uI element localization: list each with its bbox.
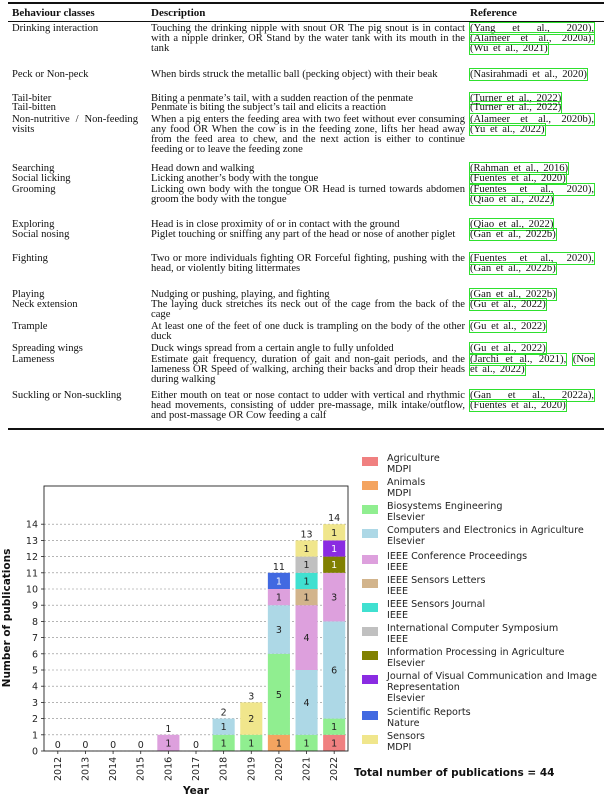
x-tick-label: 2012	[52, 756, 64, 781]
legend-item	[358, 731, 608, 757]
behaviour-reference	[470, 322, 594, 332]
legend-label	[387, 453, 440, 475]
segment-label: 1	[331, 722, 338, 734]
legend-publisher: IEEE	[387, 562, 409, 573]
legend-journal: Journal of Visual Communication and Image Representation	[387, 671, 598, 693]
legend-swatch	[362, 675, 378, 684]
legend-label	[387, 575, 485, 597]
behaviour-reference	[470, 70, 594, 80]
legend-journal: Animals	[387, 477, 426, 488]
legend-publisher: Elsevier	[387, 536, 425, 547]
table-top-rule	[8, 2, 604, 4]
behaviour-description: Licking another’s body with the tongue	[151, 173, 319, 184]
citation-link[interactable]: (Jarchi et al., 2021),	[470, 354, 567, 365]
segment-label: 6	[331, 665, 338, 677]
legend-item	[358, 623, 608, 649]
segment-label: 1	[331, 738, 338, 750]
behaviour-description: Head is in close proximity of or in contact with the ground	[151, 219, 400, 230]
segment-label: 1	[248, 738, 255, 750]
legend-swatch	[362, 529, 378, 538]
total-publications: Total number of publications = 44	[354, 767, 555, 779]
behaviour-class: Suckling or Non-suckling	[12, 390, 122, 401]
citation-link[interactable]: (Fuentes et al., 2020),	[470, 253, 594, 264]
legend-swatch	[362, 651, 378, 660]
citation-link[interactable]: (Gan et al., 2022a),	[470, 390, 594, 401]
citation-link[interactable]: (Fuentes et al., 2020)	[470, 173, 566, 184]
citation-link[interactable]: (Gan et al., 2022b)	[470, 263, 556, 274]
behaviour-class: Peck or Non-peck	[12, 69, 89, 80]
behaviour-description: Head down and walking	[151, 163, 255, 174]
behaviour-class: Drinking interaction	[12, 23, 99, 34]
x-tick-label: 2017	[191, 756, 202, 781]
total-label: 0	[82, 740, 89, 751]
total-label: 0	[54, 740, 61, 751]
segment-label: 1	[303, 560, 310, 572]
total-label: 3	[248, 691, 255, 703]
behaviour-description: Piglet touching or sniffing any part of the head or nose of another piglet	[151, 229, 456, 240]
publications-chart	[0, 450, 352, 800]
legend-journal: IEEE Conference Proceedings	[387, 551, 528, 562]
legend-swatch	[362, 711, 378, 720]
behaviour-class: Playing	[12, 289, 45, 300]
legend-journal: Sensors	[387, 731, 425, 742]
legend-label	[387, 501, 502, 523]
total-label: 1	[165, 723, 172, 735]
legend-swatch	[362, 505, 378, 514]
segment-label: 3	[331, 592, 338, 604]
segment-label: 1	[275, 576, 282, 588]
legend-item	[358, 647, 608, 673]
behaviour-reference	[470, 103, 594, 113]
segment-label: 1	[303, 592, 310, 604]
x-tick-label: 2019	[246, 756, 258, 781]
segment-label: 5	[275, 689, 282, 701]
legend-publisher: IEEE	[387, 610, 409, 621]
legend-publisher: IEEE	[387, 634, 409, 645]
behaviour-class: Trample	[12, 321, 48, 332]
legend-publisher: MDPI	[387, 488, 412, 499]
segment-label: 1	[220, 738, 227, 750]
x-tick-label: 2014	[108, 756, 120, 781]
segment-label: 4	[303, 697, 310, 709]
x-tick-label: 2018	[218, 756, 230, 781]
behaviour-reference	[470, 391, 594, 411]
legend-publisher: MDPI	[387, 742, 412, 753]
segment-label: 1	[220, 722, 227, 734]
citation-link[interactable]: (Noe et al., 2022)	[470, 354, 594, 375]
legend-item	[358, 453, 608, 479]
citation-link[interactable]: (Fuentes et al., 2020)	[470, 400, 566, 411]
citation-link[interactable]: (Turner et al., 2022)	[470, 102, 562, 113]
legend-swatch	[362, 627, 378, 636]
segment-label: 1	[303, 544, 310, 555]
citation-link[interactable]: (Gan et al., 2022b)	[470, 229, 556, 240]
behaviour-reference	[470, 254, 594, 274]
behaviour-reference	[470, 24, 594, 54]
behaviour-description: Nudging or pushing, playing, and fighting	[151, 289, 330, 300]
citation-link[interactable]: (Gu et al., 2022)	[470, 321, 546, 332]
citation-link[interactable]: (Nasirahmadi et al., 2020)	[470, 69, 587, 80]
y-tick-label: 2	[31, 714, 38, 726]
legend-journal: Information Processing in Agriculture	[387, 647, 565, 658]
header-description: Description	[151, 7, 206, 19]
total-label: 14	[328, 513, 341, 525]
behaviour-reference	[470, 185, 594, 205]
legend-swatch	[362, 579, 378, 588]
table-bottom-rule	[8, 428, 604, 430]
y-axis-label: Number of publications	[1, 548, 13, 688]
y-tick-label: 11	[25, 568, 38, 580]
behaviour-class: Neck extension	[12, 299, 78, 310]
segment-label: 1	[331, 544, 338, 555]
legend-label	[387, 731, 425, 753]
citation-link[interactable]: (Yu et al., 2022)	[470, 124, 545, 135]
total-label: 13	[300, 529, 313, 541]
y-tick-label: 9	[31, 600, 38, 612]
legend-journal: Biosystems Engineering	[387, 501, 503, 512]
behaviour-description: When a pig enters the feeding area with two feet without ever consuming any food OR When the cow is in the feeding zone, lifts her head away from the feed area to chew, and the next action is either to continue feeding or to leave the feeding zone	[151, 114, 465, 155]
segment-label: 1	[275, 592, 282, 604]
y-tick-label: 1	[31, 730, 38, 742]
behaviour-reference	[470, 300, 594, 310]
behaviour-description: When birds struck the metallic ball (pecking object) with their beak	[151, 69, 438, 80]
legend-item	[358, 501, 608, 527]
y-tick-label: 12	[25, 552, 38, 564]
total-label: 2	[220, 707, 227, 719]
total-label: 11	[272, 561, 285, 573]
y-tick-label: 14	[25, 519, 38, 531]
segment-label: 1	[275, 738, 282, 750]
behaviour-description: Penmate is biting the subject’s tail and elicits a reaction	[151, 102, 387, 113]
legend-swatch	[362, 735, 378, 744]
segment-label: 1	[303, 576, 310, 588]
behaviour-description: Licking own body with the tongue OR Head is turned towards abdomen groom the body with the tongue	[151, 184, 465, 205]
behaviour-reference	[470, 230, 594, 240]
y-tick-label: 13	[25, 535, 38, 547]
x-tick-label: 2016	[163, 756, 175, 781]
x-tick-label: 2021	[301, 756, 313, 781]
behaviour-reference	[470, 115, 594, 135]
total-label: 0	[192, 740, 200, 751]
legend-label	[387, 477, 425, 499]
legend-journal: Agriculture	[387, 453, 440, 464]
segment-label: 2	[248, 714, 255, 726]
citation-link[interactable]: (Yang et al., 2020),	[470, 23, 594, 34]
legend-label	[387, 599, 485, 621]
legend-journal: IEEE Sensors Journal	[387, 599, 486, 610]
legend-label	[387, 707, 471, 729]
citation-link[interactable]: (Rahman et al., 2016)	[470, 163, 569, 174]
behaviour-description: Estimate gait frequency, duration of gait and non-gait periods, and the lameness OR Speed of walking, arching their backs and drop their heads during walking	[151, 354, 465, 385]
total-label: 0	[137, 740, 144, 751]
legend-label	[387, 671, 608, 704]
header-classes: Behaviour classes	[12, 7, 95, 19]
legend-journal: IEEE Sensors Letters	[387, 575, 486, 586]
behaviour-class: Tail-biter	[12, 93, 52, 104]
citation-link[interactable]: (Wu et al., 2021)	[470, 43, 548, 54]
segment-label: 1	[331, 560, 338, 572]
table-header-rule	[8, 21, 604, 22]
segment-label: 1	[303, 738, 310, 750]
citation-link[interactable]: (Alameer et al., 2020b),	[470, 114, 594, 125]
behaviour-description: Two or more individuals fighting OR Forceful fighting, pushing with the head, or violently biting littermates	[151, 253, 465, 274]
citation-link[interactable]: (Qiao et al., 2022)	[470, 194, 554, 205]
x-tick-label: 2015	[135, 756, 147, 781]
citation-link[interactable]: (Gu et al., 2022)	[470, 343, 546, 354]
behaviour-description: The laying duck stretches its neck out of the cage from the back of the cage	[151, 299, 465, 320]
y-tick-label: 10	[25, 584, 38, 596]
citation-link[interactable]: (Gan et al., 2022b)	[470, 289, 556, 300]
y-tick-label: 0	[31, 746, 38, 758]
x-tick-label: 2022	[329, 756, 341, 781]
legend-swatch	[362, 603, 378, 612]
legend-item	[358, 599, 608, 625]
legend-item	[358, 525, 608, 551]
behaviour-class: Searching	[12, 163, 55, 174]
header-reference: Reference	[470, 7, 517, 19]
y-tick-label: 8	[31, 616, 38, 628]
legend-item	[358, 551, 608, 577]
segment-label: 1	[331, 527, 338, 539]
behaviour-class: Lameness	[12, 354, 55, 365]
behaviour-reference	[470, 355, 594, 375]
legend-item	[358, 671, 608, 704]
citation-link[interactable]: (Fuentes et al., 2020),	[470, 184, 594, 195]
behaviour-class: Non-nutritive / Non-feeding visits	[12, 114, 138, 135]
legend-journal: Computers and Electronics in Agriculture	[387, 525, 584, 536]
legend-item	[358, 477, 608, 503]
behaviour-class: Tail-bitten	[12, 102, 56, 113]
behaviour-class: Exploring	[12, 219, 55, 230]
legend-publisher: MDPI	[387, 464, 412, 475]
legend-journal: Scientific Reports	[387, 707, 471, 718]
y-tick-label: 6	[31, 649, 38, 661]
behaviour-class: Social licking	[12, 173, 71, 184]
legend-swatch	[362, 457, 378, 466]
total-label: 0	[110, 740, 117, 751]
segment-label: 1	[165, 738, 172, 750]
legend-item	[358, 575, 608, 601]
behaviour-reference	[470, 174, 594, 184]
behaviour-class: Spreading wings	[12, 343, 83, 354]
behaviour-description: Duck wings spread from a certain angle to fully unfolded	[151, 343, 394, 354]
legend-swatch	[362, 555, 378, 564]
legend-label	[387, 551, 527, 573]
legend-publisher: IEEE	[387, 586, 409, 597]
legend-swatch	[362, 481, 378, 490]
behaviour-description: At least one of the feet of one duck is trampling on the body of the other duck	[151, 321, 465, 342]
legend-publisher: Elsevier	[387, 693, 425, 704]
legend-publisher: Elsevier	[387, 512, 425, 523]
legend-label	[387, 525, 584, 547]
citation-link[interactable]: (Qiao et al., 2022)	[470, 219, 554, 230]
behaviour-description: Touching the drinking nipple with snout OR The pig snout is in contact with a nipple drinker, OR Stand by the water tank with its mouth in the tank	[151, 23, 465, 54]
legend-journal: International Computer Symposium	[387, 623, 559, 634]
behaviour-class: Grooming	[12, 184, 56, 195]
behaviour-class: Social nosing	[12, 229, 70, 240]
y-tick-label: 7	[31, 633, 38, 645]
legend-label	[387, 623, 558, 645]
legend-publisher: Nature	[387, 718, 420, 729]
legend-publisher: Elsevier	[387, 658, 425, 669]
y-tick-label: 3	[31, 697, 38, 709]
segment-label: 4	[303, 633, 310, 645]
behaviour-description: Biting a penmate’s tail, with a sudden reaction of the penmate	[151, 93, 414, 104]
behaviour-description: Either mouth on teat or nose contact to udder with vertical and rhythmic head movements, consisting of udder pre-massage, milk intake/outflow, and post-massage OR Cow feeding a calf	[151, 390, 465, 421]
x-tick-label: 2020	[273, 756, 285, 781]
x-tick-label: 2013	[80, 756, 92, 781]
behaviour-reference	[470, 344, 594, 354]
legend-label	[387, 647, 564, 669]
behaviour-class: Fighting	[12, 253, 48, 264]
legend-item	[358, 707, 608, 733]
citation-link[interactable]: (Alameer et al., 2020a),	[470, 33, 594, 44]
y-tick-label: 5	[31, 665, 38, 677]
x-axis-label: Year	[182, 785, 210, 797]
segment-label: 3	[275, 625, 282, 636]
citation-link[interactable]: (Turner et al., 2022)	[470, 93, 562, 104]
citation-link[interactable]: (Gu et al., 2022)	[470, 299, 546, 310]
y-tick-label: 4	[31, 681, 38, 693]
